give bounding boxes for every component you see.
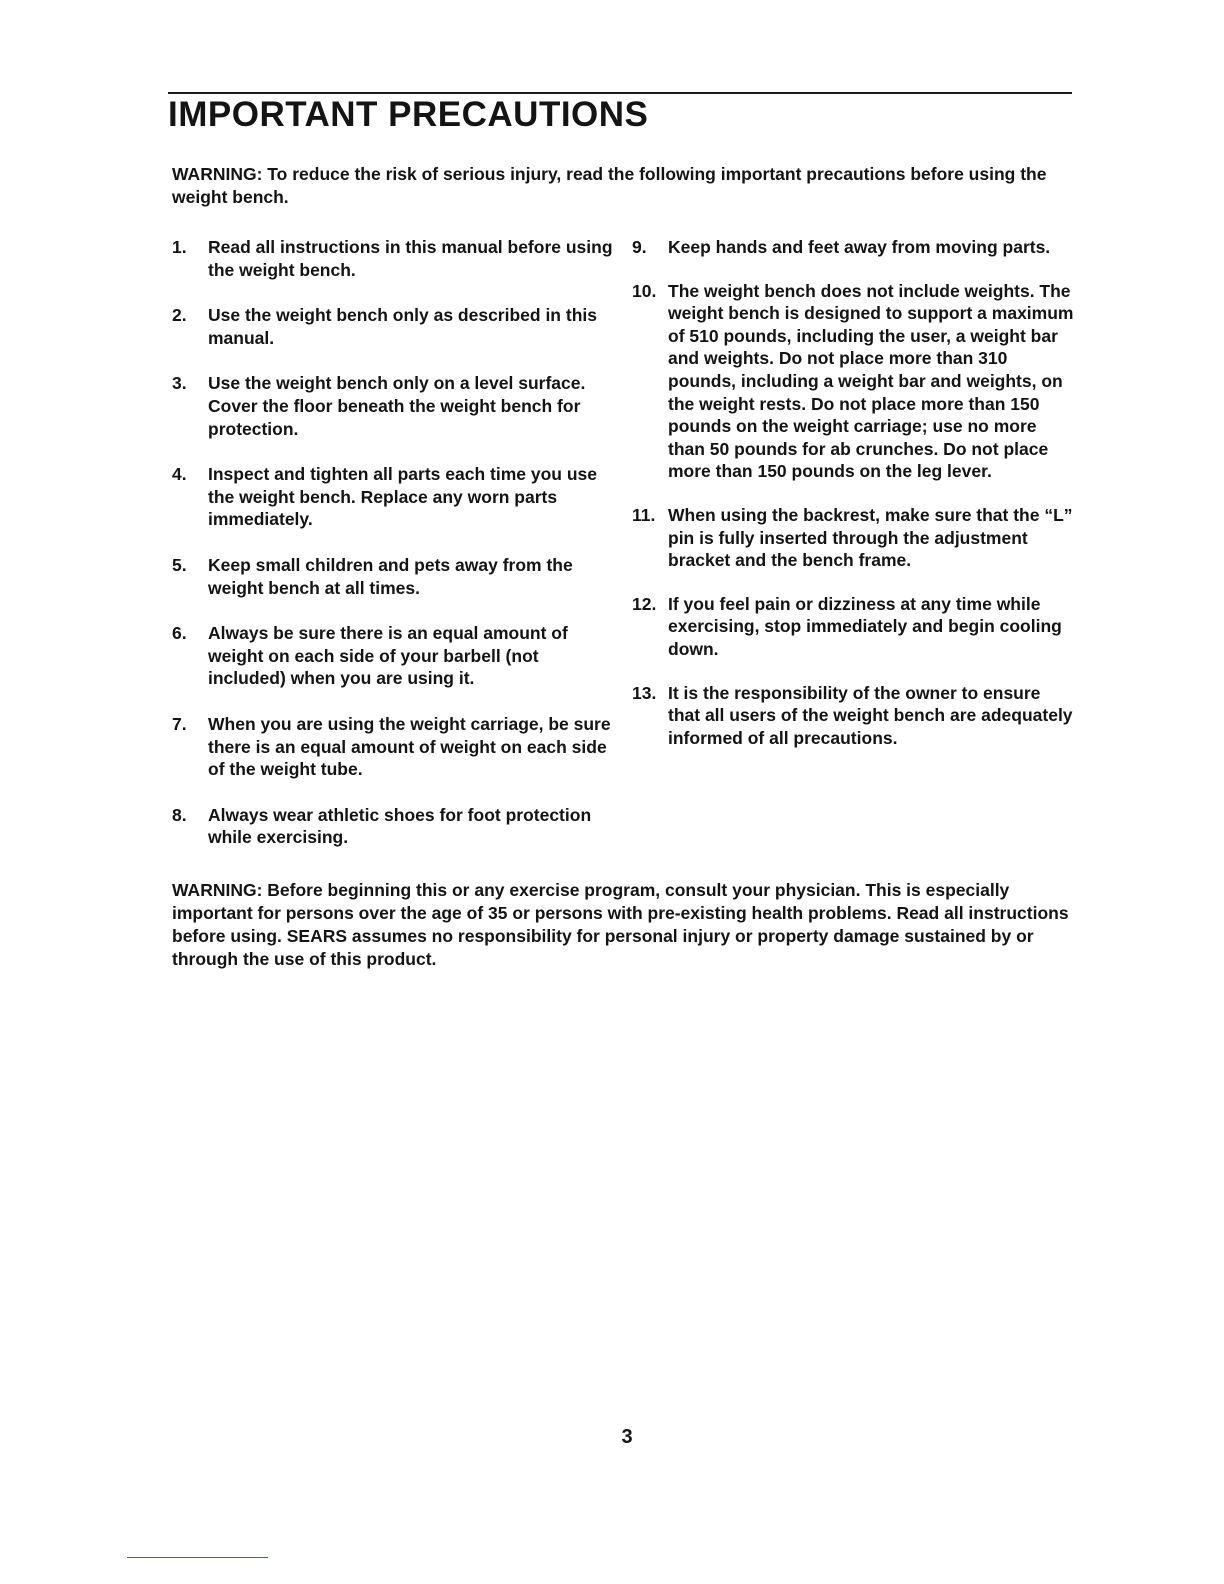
precaution-text: Always wear athletic shoes for foot protection while exercising. bbox=[208, 804, 592, 848]
precaution-item bbox=[172, 622, 620, 690]
precaution-number: 12. bbox=[632, 593, 657, 614]
page-title: IMPORTANT PRECAUTIONS bbox=[168, 95, 649, 134]
precaution-item bbox=[172, 463, 620, 531]
precaution-text: It is the responsibility of the owner to ensure that all users of the weight bench are adequately informed of all precautions. bbox=[668, 682, 1073, 748]
precaution-item bbox=[632, 236, 1077, 259]
precaution-text: Use the weight bench only on a level surface. Cover the floor beneath the weight bench for protection. bbox=[208, 373, 586, 439]
footnote-rule bbox=[127, 1557, 268, 1558]
precaution-item bbox=[172, 372, 620, 440]
precaution-item bbox=[632, 280, 1077, 483]
precaution-number: 6. bbox=[172, 623, 187, 644]
precaution-text: Always be sure there is an equal amount of weight on each side of your barbell (not included) when you are using it. bbox=[208, 623, 568, 689]
precaution-text: Keep small children and pets away from the weight bench at all times. bbox=[208, 554, 573, 598]
precaution-text: Keep hands and feet away from moving parts. bbox=[668, 237, 1051, 257]
precaution-number: 10. bbox=[632, 280, 657, 301]
precaution-item bbox=[172, 554, 620, 599]
precaution-number: 8. bbox=[172, 804, 187, 825]
precaution-number: 11. bbox=[632, 504, 656, 525]
precaution-item bbox=[172, 236, 620, 281]
precautions-left-column bbox=[172, 236, 620, 872]
precaution-item bbox=[632, 593, 1077, 661]
precaution-number: 1. bbox=[172, 237, 187, 257]
precaution-item bbox=[632, 682, 1077, 750]
precaution-text: When using the backrest, make sure that the “L” pin is fully inserted through the adjustment bracket and the bench frame. bbox=[668, 504, 1073, 571]
precaution-number: 13. bbox=[632, 682, 657, 703]
precaution-item bbox=[172, 804, 620, 849]
precaution-text: Inspect and tighten all parts each time you use the weight bench. Replace any worn parts immediately. bbox=[208, 464, 597, 530]
closing-warning: WARNING: Before beginning this or any exercise program, consult your physician. This is especially important for persons over the age of 35 or persons with pre-existing health problems. Read all instructions before using. SEARS assumes no responsibility for personal injury or property damage sustained by or through the use of this product. bbox=[172, 880, 1069, 969]
precaution-number: 4. bbox=[172, 464, 187, 485]
precaution-text: When you are using the weight carriage, be sure there is an equal amount of weight on each side of the weight tube. bbox=[208, 713, 611, 780]
intro-warning: WARNING: To reduce the risk of serious injury, read the following important precautions before using the weight bench. bbox=[172, 164, 1047, 207]
page-number: 3 bbox=[621, 1426, 633, 1448]
precaution-number: 2. bbox=[172, 305, 187, 326]
precaution-item bbox=[172, 713, 620, 781]
precaution-number: 5. bbox=[172, 554, 187, 575]
precaution-text: Use the weight bench only as described in this manual. bbox=[208, 305, 597, 348]
precaution-number: 7. bbox=[172, 713, 187, 734]
precaution-item bbox=[172, 304, 620, 349]
precaution-item bbox=[632, 504, 1077, 572]
precaution-text: If you feel pain or dizziness at any time while exercising, stop immediately and begin cooling down. bbox=[668, 593, 1062, 659]
precaution-text: The weight bench does not include weights. The weight bench is designed to support a maximum of 510 pounds, including the user, a weight bar and weights. Do not place more than 310 pounds, including a weight bar and weights, on the weight rests. Do not place more than 150 pounds on the weight carriage; use no more than 50 pounds for ab crunches. Do not place more than 150 pounds on the leg lever. bbox=[668, 280, 1074, 482]
precaution-number: 3. bbox=[172, 373, 187, 394]
precaution-number: 9. bbox=[632, 237, 647, 257]
precaution-text: Read all instructions in this manual before using the weight bench. bbox=[208, 237, 613, 280]
precautions-right-column bbox=[632, 236, 1077, 770]
